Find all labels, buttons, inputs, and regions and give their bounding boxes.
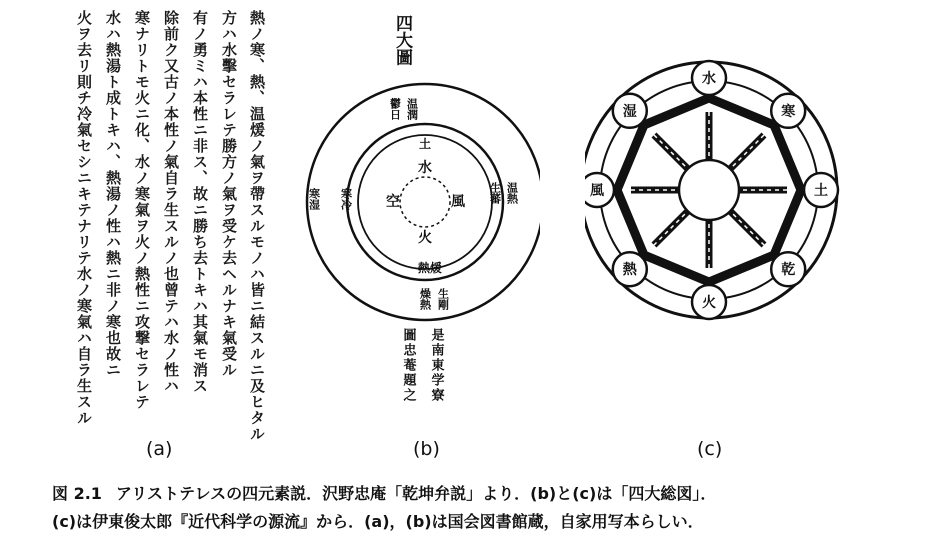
outer-node-symbol: 火 [702, 295, 716, 311]
outer-node-symbol: 水 [702, 71, 716, 87]
octagon-diagram [585, 40, 875, 340]
manuscript-column: 火ヲ去リ則チ冷氣セシニキテナリテ水ノ寒氣ハ自ラ生スル [75, 10, 93, 426]
caption-line-1: アリストテレスの四元素説．沢野忠庵「乾坤弁説」より．(b)と(c)は「四大総図」． [115, 484, 717, 503]
inner-top-label: 土 [418, 137, 432, 151]
right-label-1: 温熱 [505, 182, 519, 204]
lower-label-2: 燥熱 [418, 288, 432, 310]
lower-label-1: 生剛 [436, 288, 450, 310]
center-circle [400, 177, 450, 227]
figure-caption [52, 480, 902, 536]
manuscript-column: 有ノ勇ミハ本性ニ非ス、故ニ勝ち去トキハ其氣モ消ス [191, 10, 209, 394]
panel-a-manuscript [52, 10, 266, 442]
signature-column-1: 是南東学寮 [428, 328, 444, 403]
center-hub [679, 160, 739, 220]
center-right-symbol: 風 [451, 194, 465, 210]
center-bottom-symbol: 火 [418, 230, 432, 246]
diagram-title: 四大圖 [392, 14, 412, 66]
manuscript-column: 熱ノ寒、熱、温煖ノ氣ヲ帶スルモノハ皆ニ結スルニ及ヒタル [248, 10, 266, 442]
panel-c-four-great-elements-diagram [585, 40, 875, 340]
right-label-2: 生蕃 [488, 182, 502, 204]
manuscript-column: 寒ナリトモ火ニ化、水ノ寒氣ヲ火ノ熱性ニ攻撃セラレテ [133, 10, 151, 410]
caption-line-2: (c)は伊東俊太郎『近代科学の源流』から．(a)，(b)は国会図書館蔵，自家用写本らしい． [52, 512, 704, 531]
signature-column-2: 圖忠菴題之 [400, 328, 416, 403]
left-label-1: 寒湿 [307, 188, 321, 210]
bottom-label: 熱煖 [417, 261, 443, 275]
center-left-symbol: 空 [386, 194, 400, 210]
label-b: (b) [413, 438, 440, 460]
panel-b-four-elements-diagram [290, 10, 540, 430]
outer-node-symbol: 乾 [781, 262, 796, 279]
left-label-2: 寒冷 [339, 188, 353, 210]
top-label-2: 鬱日 [388, 98, 402, 120]
outer-node-symbol: 寒 [781, 103, 796, 120]
outer-node-symbol: 湿 [622, 103, 637, 120]
manuscript-column: 方ハ水擊セラレテ勝方ノ氣ヲ受ケ去ヘルナキ氣受ル [220, 10, 238, 378]
outer-node-symbol: 熱 [622, 262, 637, 279]
outer-node-symbol: 土 [814, 183, 828, 199]
middle-inner-circle [358, 135, 492, 269]
four-elements-circle-diagram [290, 10, 540, 430]
figure-number: 図 2.1 [52, 484, 102, 503]
manuscript-column: 水ハ熱湯ト成トキハ、熱湯ノ性ハ熱ニ非ノ寒也故ニ [104, 10, 122, 378]
top-label-1: 温潤 [405, 98, 419, 120]
outer-node-symbol: 風 [590, 183, 604, 199]
label-c: (c) [697, 438, 723, 460]
manuscript-column: 除前ク又古ノ本性ノ氣自ラ生スルノ也曾テハ水ノ性ハ [162, 10, 180, 394]
label-a: (a) [146, 438, 173, 460]
center-top-symbol: 水 [418, 160, 432, 176]
